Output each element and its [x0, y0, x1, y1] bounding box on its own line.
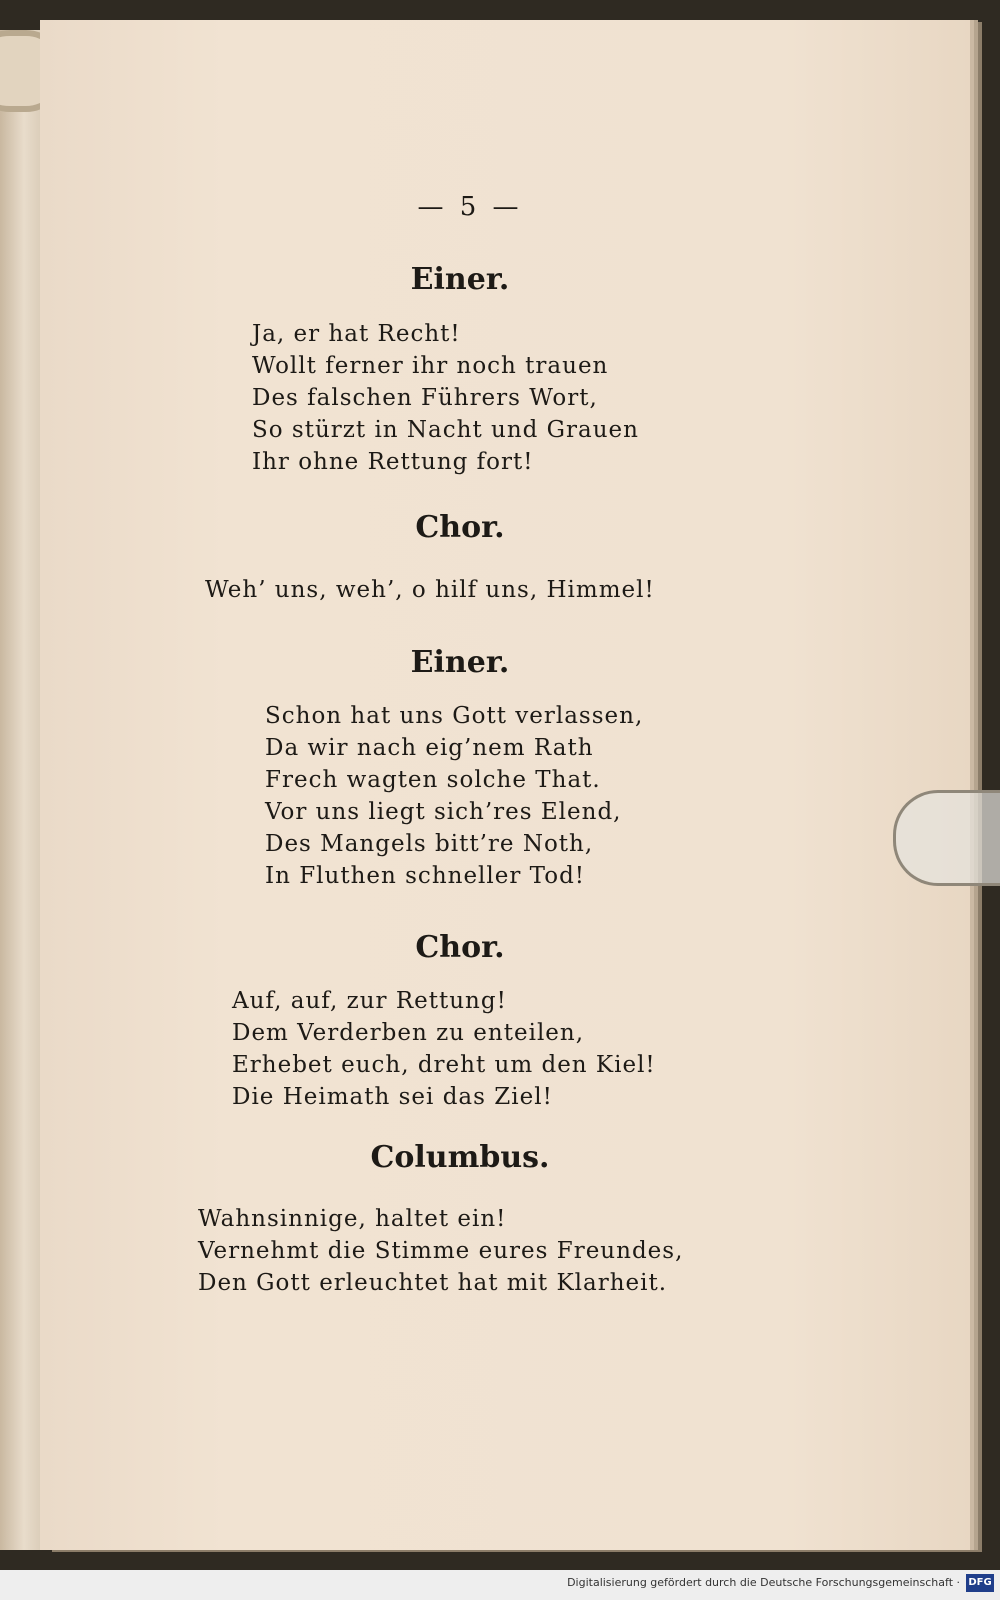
verse-line: Schon hat uns Gott verlassen, — [265, 703, 644, 729]
verse-block — [232, 985, 656, 1113]
verse-line: Vernehmt die Stimme eures Freundes, — [198, 1238, 684, 1264]
verse-line: Auf, auf, zur Rettung! — [232, 988, 507, 1014]
digitization-footer — [0, 1570, 1000, 1600]
section-heading: Einer. — [410, 645, 510, 680]
section-heading: Einer. — [410, 262, 510, 297]
verse-line: Den Gott erleuchtet hat mit Klarheit. — [198, 1270, 668, 1296]
verse-line: So stürzt in Nacht und Grauen — [252, 417, 639, 443]
verse-line: Wahnsinnige, haltet ein! — [198, 1206, 507, 1232]
verse-line: Frech wagten solche That. — [265, 767, 601, 793]
section-heading: Chor. — [415, 510, 505, 545]
verse-line: Dem Verderben zu enteilen, — [232, 1020, 585, 1046]
verse-line: Da wir nach eig’nem Rath — [265, 735, 594, 761]
section-heading: Columbus. — [370, 1140, 550, 1175]
verse-line: Die Heimath sei das Ziel! — [232, 1084, 553, 1110]
verse-line: Des Mangels bitt’re Noth, — [265, 831, 594, 857]
section-heading: Chor. — [415, 930, 505, 965]
verse-line: Weh’ uns, weh’, o hilf uns, Himmel! — [205, 577, 655, 603]
dfg-logo-icon: DFG — [966, 1574, 994, 1592]
verse-line: Vor uns liegt sich’res Elend, — [265, 799, 622, 825]
verse-line: Wollt ferner ihr noch trauen — [252, 353, 609, 379]
verse-line: Erhebet euch, dreht um den Kiel! — [232, 1052, 656, 1078]
verse-block — [265, 700, 643, 892]
verse-line: In Fluthen schneller Tod! — [265, 863, 586, 889]
footer-credit: Digitalisierung gefördert durch die Deutsche Forschungsgemeinschaft · — [567, 1576, 960, 1589]
verse-block — [198, 1203, 683, 1299]
verse-line: Ihr ohne Rettung fort! — [252, 449, 534, 475]
verse-block — [252, 318, 639, 478]
verse-block — [205, 574, 655, 606]
page-number: — 5 — — [417, 192, 523, 222]
verse-line: Ja, er hat Recht! — [252, 321, 461, 347]
verse-line: Des falschen Führers Wort, — [252, 385, 598, 411]
